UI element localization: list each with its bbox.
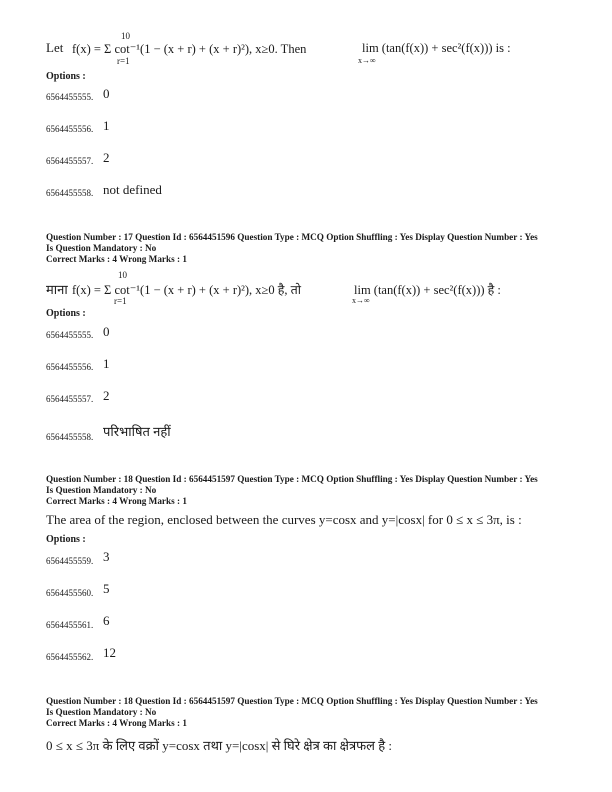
- option-value: 0: [103, 86, 110, 101]
- option-value: 1: [103, 356, 110, 371]
- option-value: not defined: [103, 182, 162, 197]
- option-id: 6564455557.: [46, 394, 94, 404]
- sum-upper-limit: 10: [121, 31, 130, 41]
- meta-line: Is Question Mandatory : No: [46, 485, 157, 495]
- option-id: 6564455556.: [46, 124, 94, 134]
- option-id: 6564455559.: [46, 556, 94, 566]
- option-value: 12: [103, 645, 116, 660]
- option-value: 1: [103, 118, 110, 133]
- stem-prefix: माना: [46, 282, 68, 297]
- option-id: 6564455556.: [46, 362, 94, 372]
- sum-lower-limit: r=1: [117, 56, 130, 66]
- meta-line: Question Number : 18 Question Id : 6564451597 Question Type : MCQ Option Shuffling : Yes Display Question Number : Yes: [46, 474, 538, 484]
- limit-expression: lim (tan(f(x)) + sec²(f(x))) is :: [362, 41, 511, 55]
- limit-subscript: x→∞: [358, 56, 376, 65]
- stem-math: f(x) = Σ cot⁻¹(1 − (x + r) + (x + r)²), x≥0. Then: [72, 42, 307, 56]
- meta-line: Question Number : 18 Question Id : 6564451597 Question Type : MCQ Option Shuffling : Yes Display Question Number : Yes: [46, 696, 538, 706]
- option-id: 6564455560.: [46, 588, 94, 598]
- question-stem: 0 ≤ x ≤ 3π के लिए वक्रों y=cosx तथा y=|cosx| से घिरे क्षेत्र का क्षेत्रफल है :: [46, 738, 392, 753]
- sum-upper-limit: 10: [118, 270, 127, 280]
- option-value: 0: [103, 324, 110, 339]
- option-id: 6564455558.: [46, 188, 94, 198]
- option-id: 6564455558.: [46, 432, 94, 442]
- question-meta: [46, 696, 538, 729]
- meta-line: Is Question Mandatory : No: [46, 243, 157, 253]
- stem-math: f(x) = Σ cot⁻¹(1 − (x + r) + (x + r)²), x≥0 है, तो: [72, 283, 302, 297]
- stem-prefix: Let: [46, 40, 64, 55]
- option-value: 5: [103, 581, 110, 596]
- option-value: 3: [103, 549, 110, 564]
- sum-lower-limit: r=1: [114, 296, 127, 306]
- meta-line: Question Number : 17 Question Id : 6564451596 Question Type : MCQ Option Shuffling : Yes Display Question Number : Yes: [46, 232, 538, 242]
- meta-line: Is Question Mandatory : No: [46, 707, 157, 717]
- meta-line: Correct Marks : 4 Wrong Marks : 1: [46, 718, 187, 728]
- option-id: 6564455555.: [46, 92, 94, 102]
- options-heading: Options :: [46, 308, 86, 319]
- option-id: 6564455555.: [46, 330, 94, 340]
- options-heading: Options :: [46, 71, 86, 82]
- option-value: 2: [103, 150, 110, 165]
- options-heading: Options :: [46, 534, 86, 545]
- option-id: 6564455557.: [46, 156, 94, 166]
- question-meta: [46, 474, 538, 507]
- option-value: परिभाषित नहीं: [103, 424, 171, 439]
- meta-line: Correct Marks : 4 Wrong Marks : 1: [46, 254, 187, 264]
- question-stem: The area of the region, enclosed between the curves y=cosx and y=|cosx| for 0 ≤ x ≤ 3π, is :: [46, 512, 522, 527]
- option-id: 6564455562.: [46, 652, 94, 662]
- meta-line: Correct Marks : 4 Wrong Marks : 1: [46, 496, 187, 506]
- option-value: 6: [103, 613, 110, 628]
- question-meta: [46, 232, 538, 265]
- option-value: 2: [103, 388, 110, 403]
- limit-expression: lim (tan(f(x)) + sec²(f(x))) है :: [354, 283, 501, 297]
- limit-subscript: x→∞: [352, 296, 370, 305]
- option-id: 6564455561.: [46, 620, 94, 630]
